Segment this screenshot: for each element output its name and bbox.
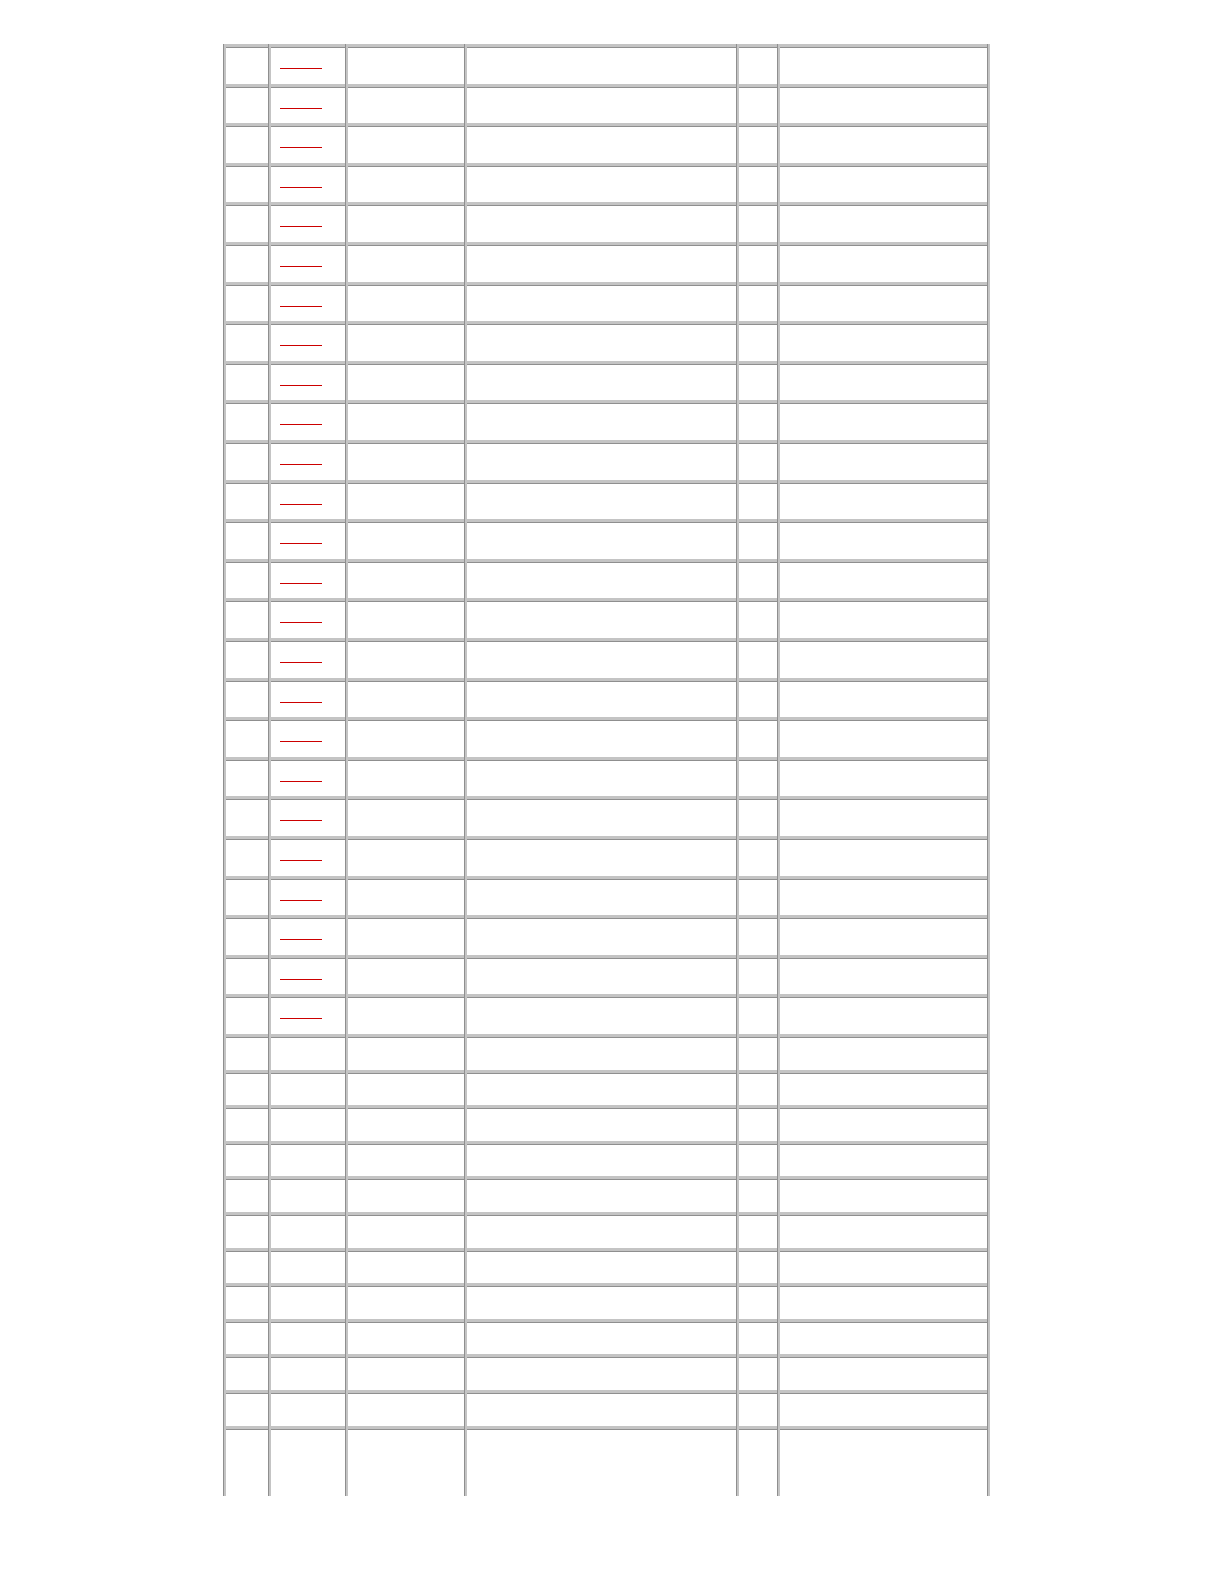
table-cell — [271, 1322, 345, 1354]
table-cell — [739, 958, 777, 994]
table-cell — [467, 1073, 736, 1105]
row-link[interactable] — [280, 662, 322, 663]
table-cell — [271, 562, 345, 598]
table-row — [223, 202, 990, 242]
table-cell — [780, 285, 987, 321]
table-cell — [739, 681, 777, 717]
table-cell — [271, 403, 345, 440]
row-link[interactable] — [280, 979, 322, 980]
table-cell — [467, 522, 736, 559]
table-cell — [271, 760, 345, 796]
table-row — [223, 321, 990, 361]
table-cell — [348, 285, 464, 321]
table-cell — [271, 1429, 345, 1461]
table-cell — [780, 958, 987, 994]
table-cell — [271, 681, 345, 717]
table-cell — [226, 839, 268, 876]
table-cell — [780, 562, 987, 598]
table-cell — [271, 245, 345, 282]
table-cell — [226, 205, 268, 242]
table-cell — [739, 126, 777, 163]
table-cell — [780, 1108, 987, 1141]
table-cell — [780, 1073, 987, 1105]
table-cell — [348, 879, 464, 915]
table-cell — [780, 205, 987, 242]
table-cell — [739, 1215, 777, 1248]
table-cell — [348, 1429, 464, 1461]
table-cell — [348, 245, 464, 282]
table-cell — [467, 1286, 736, 1319]
table-cell — [348, 1286, 464, 1319]
table-cell — [780, 87, 987, 123]
table-cell — [739, 364, 777, 400]
table-row — [223, 480, 990, 519]
table-cell — [467, 1429, 736, 1461]
table-cell — [226, 483, 268, 519]
table-cell — [348, 324, 464, 361]
table-cell — [467, 47, 736, 84]
row-link[interactable] — [280, 900, 322, 901]
column-divider — [736, 44, 739, 1496]
table-cell — [739, 1286, 777, 1319]
table-cell — [467, 364, 736, 400]
table-cell — [348, 1179, 464, 1212]
table-cell — [739, 1251, 777, 1283]
table-cell — [226, 1215, 268, 1248]
table-row — [223, 84, 990, 123]
table-cell — [739, 1429, 777, 1461]
table-cell — [780, 879, 987, 915]
table-cell — [226, 1429, 268, 1461]
table-row — [223, 361, 990, 400]
table-cell — [739, 760, 777, 796]
table-cell — [467, 285, 736, 321]
table-cell — [780, 760, 987, 796]
row-link[interactable] — [280, 68, 322, 69]
table-cell — [780, 522, 987, 559]
table-cell — [467, 205, 736, 242]
table-cell — [467, 483, 736, 519]
table-cell — [348, 1357, 464, 1390]
row-link[interactable] — [280, 543, 322, 544]
table-cell — [226, 166, 268, 202]
table-cell — [467, 760, 736, 796]
table-cell — [780, 1179, 987, 1212]
table-row — [223, 796, 990, 836]
table-cell — [271, 799, 345, 836]
table-cell — [226, 1286, 268, 1319]
table-cell — [467, 1215, 736, 1248]
table-cell — [226, 1179, 268, 1212]
table-row — [223, 519, 990, 559]
table-cell — [271, 958, 345, 994]
table-cell — [780, 641, 987, 678]
table-cell — [348, 799, 464, 836]
table-cell — [780, 364, 987, 400]
table-cell — [348, 87, 464, 123]
table-cell — [739, 799, 777, 836]
table-row — [223, 282, 990, 321]
table-cell — [226, 1037, 268, 1070]
table-cell — [271, 1037, 345, 1070]
row-link[interactable] — [280, 345, 322, 346]
table-cell — [271, 522, 345, 559]
table-cell — [271, 879, 345, 915]
table-cell — [739, 205, 777, 242]
table-cell — [780, 1037, 987, 1070]
table-row — [223, 44, 990, 84]
table-cell — [780, 1357, 987, 1390]
table-row — [223, 955, 990, 994]
table-row — [223, 1390, 990, 1426]
column-divider — [268, 44, 271, 1496]
row-link[interactable] — [280, 702, 322, 703]
table-cell — [348, 1037, 464, 1070]
row-link[interactable] — [280, 385, 322, 386]
table-cell — [271, 324, 345, 361]
table-cell — [226, 562, 268, 598]
table-cell — [271, 918, 345, 955]
table-cell — [739, 562, 777, 598]
table-cell — [467, 601, 736, 638]
table-cell — [348, 918, 464, 955]
table-cell — [780, 799, 987, 836]
table-cell — [780, 126, 987, 163]
table-cell — [348, 1108, 464, 1141]
table-cell — [467, 1144, 736, 1176]
table-row — [223, 1354, 990, 1390]
table-cell — [780, 1286, 987, 1319]
table-cell — [780, 997, 987, 1034]
table-cell — [739, 324, 777, 361]
table-cell — [780, 720, 987, 757]
table-cell — [271, 443, 345, 480]
column-divider — [464, 44, 467, 1496]
table-cell — [348, 1393, 464, 1426]
table-cell — [348, 760, 464, 796]
table-cell — [226, 601, 268, 638]
table-cell — [271, 1251, 345, 1283]
table-cell — [226, 1251, 268, 1283]
table-cell — [467, 403, 736, 440]
table-cell — [271, 720, 345, 757]
row-link[interactable] — [280, 622, 322, 623]
table-cell — [226, 443, 268, 480]
table-cell — [739, 1322, 777, 1354]
table-cell — [467, 443, 736, 480]
table-row — [223, 638, 990, 678]
table-row — [223, 1034, 990, 1070]
row-link[interactable] — [280, 226, 322, 227]
table-cell — [226, 87, 268, 123]
table-cell — [780, 1393, 987, 1426]
table-cell — [226, 799, 268, 836]
table-cell — [739, 1073, 777, 1105]
table-row — [223, 123, 990, 163]
row-link[interactable] — [280, 108, 322, 109]
table-cell — [780, 839, 987, 876]
table-cell — [739, 839, 777, 876]
table-cell — [348, 205, 464, 242]
table-cell — [467, 166, 736, 202]
table-row — [223, 163, 990, 202]
table-cell — [467, 1108, 736, 1141]
table-cell — [739, 285, 777, 321]
table-cell — [467, 87, 736, 123]
table-cell — [348, 483, 464, 519]
table-cell — [271, 205, 345, 242]
table-cell — [467, 1393, 736, 1426]
table-cell — [271, 641, 345, 678]
table-cell — [348, 1144, 464, 1176]
table-cell — [348, 1073, 464, 1105]
table-cell — [271, 166, 345, 202]
table-cell — [271, 483, 345, 519]
table-cell — [739, 403, 777, 440]
table-cell — [739, 997, 777, 1034]
column-divider — [223, 44, 226, 1496]
table-cell — [467, 839, 736, 876]
table-cell — [739, 1179, 777, 1212]
table-cell — [467, 681, 736, 717]
table-cell — [739, 483, 777, 519]
table-cell — [348, 443, 464, 480]
table-cell — [739, 1037, 777, 1070]
table-row — [223, 1141, 990, 1176]
table-cell — [467, 958, 736, 994]
row-link[interactable] — [280, 266, 322, 267]
table-cell — [348, 1251, 464, 1283]
table-cell — [271, 1179, 345, 1212]
table-row — [223, 876, 990, 915]
table-row — [223, 757, 990, 796]
table-cell — [739, 522, 777, 559]
table-cell — [739, 1393, 777, 1426]
table-cell — [348, 166, 464, 202]
table-cell — [467, 245, 736, 282]
table-cell — [271, 1144, 345, 1176]
table-cell — [780, 1215, 987, 1248]
row-link[interactable] — [280, 820, 322, 821]
table-cell — [226, 720, 268, 757]
table-cell — [226, 1322, 268, 1354]
table-cell — [780, 47, 987, 84]
row-link[interactable] — [280, 424, 322, 425]
table-cell — [226, 681, 268, 717]
table-cell — [467, 1251, 736, 1283]
table-cell — [739, 1144, 777, 1176]
table-cell — [780, 1144, 987, 1176]
table-cell — [348, 403, 464, 440]
table-cell — [467, 997, 736, 1034]
table-row — [223, 598, 990, 638]
row-link[interactable] — [280, 781, 322, 782]
table-cell — [226, 1073, 268, 1105]
table-cell — [739, 1357, 777, 1390]
table-cell — [467, 1357, 736, 1390]
table-cell — [739, 87, 777, 123]
table-cell — [226, 126, 268, 163]
table-cell — [467, 1179, 736, 1212]
table-cell — [271, 997, 345, 1034]
table-row — [223, 678, 990, 717]
row-link[interactable] — [280, 939, 322, 940]
table-cell — [348, 958, 464, 994]
table-cell — [226, 1357, 268, 1390]
table-cell — [271, 47, 345, 84]
table-cell — [226, 1144, 268, 1176]
table-cell — [226, 47, 268, 84]
row-link[interactable] — [280, 583, 322, 584]
table-row — [223, 1426, 990, 1461]
table-row — [223, 717, 990, 757]
table-cell — [467, 799, 736, 836]
table-cell — [739, 166, 777, 202]
table-cell — [348, 1215, 464, 1248]
table-row — [223, 915, 990, 955]
table-cell — [780, 403, 987, 440]
table-row — [223, 1319, 990, 1354]
table-cell — [271, 1215, 345, 1248]
row-link[interactable] — [280, 504, 322, 505]
table-cell — [271, 601, 345, 638]
table-cell — [467, 879, 736, 915]
table-cell — [271, 1073, 345, 1105]
table-cell — [348, 364, 464, 400]
table-cell — [467, 126, 736, 163]
table-cell — [348, 126, 464, 163]
table-row — [223, 1248, 990, 1283]
table-row — [223, 440, 990, 480]
table-cell — [348, 839, 464, 876]
table-cell — [467, 562, 736, 598]
table-row — [223, 1105, 990, 1141]
table-cell — [780, 601, 987, 638]
table-cell — [780, 1251, 987, 1283]
table-cell — [739, 641, 777, 678]
table-row — [223, 400, 990, 440]
table-cell — [226, 918, 268, 955]
row-link[interactable] — [280, 306, 322, 307]
table-cell — [467, 720, 736, 757]
column-divider — [345, 44, 348, 1496]
table-cell — [780, 324, 987, 361]
data-table — [223, 44, 990, 1496]
table-cell — [739, 245, 777, 282]
table-cell — [739, 918, 777, 955]
table-cell — [348, 997, 464, 1034]
table-cell — [226, 324, 268, 361]
table-cell — [226, 997, 268, 1034]
table-cell — [780, 918, 987, 955]
table-row — [223, 1212, 990, 1248]
table-cell — [226, 522, 268, 559]
table-row — [223, 994, 990, 1034]
table-cell — [226, 641, 268, 678]
table-cell — [348, 601, 464, 638]
table-cell — [348, 1322, 464, 1354]
table-cell — [226, 1108, 268, 1141]
table-cell — [226, 879, 268, 915]
table-cell — [739, 720, 777, 757]
table-cell — [467, 1322, 736, 1354]
row-link[interactable] — [280, 860, 322, 861]
table-cell — [271, 364, 345, 400]
table-cell — [271, 285, 345, 321]
column-divider — [987, 44, 990, 1496]
row-link[interactable] — [280, 147, 322, 148]
table-cell — [226, 364, 268, 400]
table-row — [223, 559, 990, 598]
table-cell — [271, 126, 345, 163]
table-row — [223, 1283, 990, 1319]
row-link[interactable] — [280, 1018, 322, 1019]
table-cell — [467, 1037, 736, 1070]
row-link[interactable] — [280, 741, 322, 742]
table-cell — [226, 1393, 268, 1426]
row-link[interactable] — [280, 464, 322, 465]
table-cell — [348, 47, 464, 84]
table-cell — [467, 324, 736, 361]
table-cell — [780, 443, 987, 480]
table-cell — [739, 1108, 777, 1141]
table-cell — [226, 958, 268, 994]
table-cell — [271, 839, 345, 876]
row-link[interactable] — [280, 187, 322, 188]
column-divider — [777, 44, 780, 1496]
table-cell — [467, 641, 736, 678]
table-cell — [780, 1322, 987, 1354]
table-cell — [226, 760, 268, 796]
table-cell — [226, 285, 268, 321]
table-cell — [780, 483, 987, 519]
table-cell — [271, 87, 345, 123]
table-cell — [780, 166, 987, 202]
table-cell — [739, 47, 777, 84]
table-cell — [226, 245, 268, 282]
table-row — [223, 242, 990, 282]
table-cell — [348, 681, 464, 717]
table-cell — [739, 879, 777, 915]
table-cell — [348, 522, 464, 559]
table-cell — [271, 1108, 345, 1141]
table-row — [223, 1070, 990, 1105]
table-cell — [226, 403, 268, 440]
table-cell — [780, 681, 987, 717]
table-cell — [780, 1429, 987, 1461]
table-row — [223, 836, 990, 876]
table-row — [223, 1176, 990, 1212]
table-cell — [271, 1393, 345, 1426]
table-cell — [271, 1357, 345, 1390]
table-cell — [467, 918, 736, 955]
table-cell — [271, 1286, 345, 1319]
table-cell — [739, 443, 777, 480]
table-cell — [348, 720, 464, 757]
table-cell — [348, 562, 464, 598]
table-cell — [348, 641, 464, 678]
table-cell — [780, 245, 987, 282]
table-cell — [739, 601, 777, 638]
